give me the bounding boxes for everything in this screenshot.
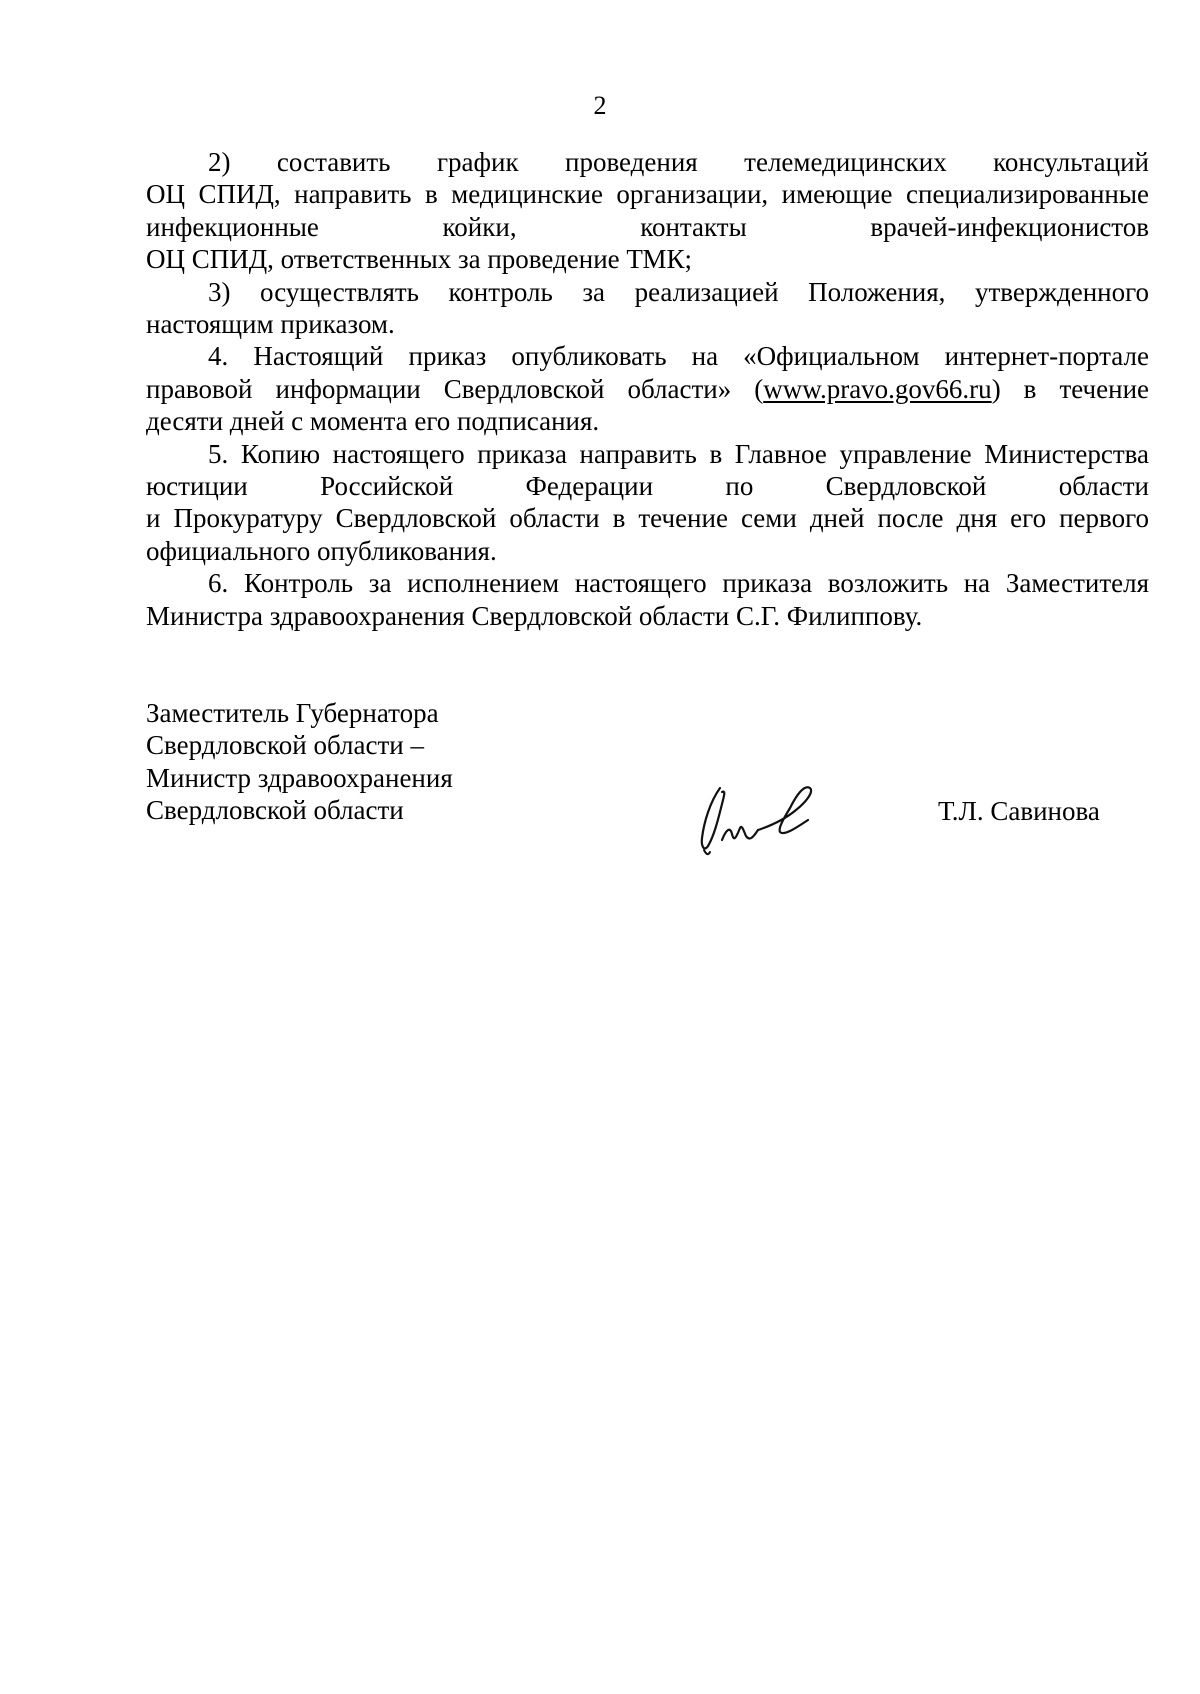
item-6 xyxy=(146,567,1149,632)
item-4-line-3: десяти дней с момента его подписания. xyxy=(146,406,600,437)
signer-position-line-1: Заместитель Губернатора xyxy=(146,698,439,728)
page-number: 2 xyxy=(593,91,607,120)
item-4 xyxy=(146,340,1149,437)
item-4-line-1: 4. Настоящий приказ опубликовать на «Официальном интернет-портале xyxy=(208,341,1149,372)
item-3-line-1: 3) осуществлять контроль за реализацией Положения, утвержденного xyxy=(208,276,1149,307)
item-6-line-2: Министра здравоохранения Свердловской области С.Г. Филиппову. xyxy=(146,600,923,631)
item-5-line-1: 5. Копию настоящего приказа направить в Главное управление Министерства xyxy=(208,438,1149,469)
item-2-line-2: ОЦ СПИД, направить в медицинские организации, имеющие специализированные xyxy=(146,179,1149,210)
item-4-line-2-start: правовой информации Свердловской области» ( xyxy=(146,373,764,404)
signer-position-line-3: Министр здравоохранения xyxy=(146,762,453,793)
item-5-line-3: и Прокуратуру Свердловской области в течение семи дней после дня его первого xyxy=(146,503,1149,534)
item-4-line-2 xyxy=(146,373,1149,405)
item-3 xyxy=(146,276,1149,341)
signer-position-line-2: Свердловской области – xyxy=(146,730,424,761)
pravo-portal-link[interactable]: www.pravo.gov66.ru xyxy=(763,373,992,404)
item-2-line-4: ОЦ СПИД, ответственных за проведение ТМК; xyxy=(146,244,693,275)
signer-name: Т.Л. Савинова xyxy=(938,796,1100,826)
item-2 xyxy=(146,146,1149,276)
item-3-line-2: настоящим приказом. xyxy=(146,309,395,340)
order-body xyxy=(146,146,1149,632)
item-2-line-1: 2) составить график проведения телемедицинских консультаций xyxy=(208,147,1149,177)
signer-position xyxy=(146,697,453,827)
item-5-line-4: официального опубликования. xyxy=(146,535,497,566)
item-2-line-3: инфекционные койки, контакты врачей-инфекционистов xyxy=(146,211,1149,242)
item-5 xyxy=(146,438,1149,568)
item-6-line-1: 6. Контроль за исполнением настоящего приказа возложить на Заместителя xyxy=(208,568,1149,599)
item-5-line-2: юстиции Российской Федерации по Свердловской области xyxy=(146,471,1149,502)
handwritten-signature xyxy=(692,780,832,860)
item-4-line-2-end: ) в течение xyxy=(991,373,1149,404)
signer-position-line-4: Свердловской области xyxy=(146,795,404,826)
